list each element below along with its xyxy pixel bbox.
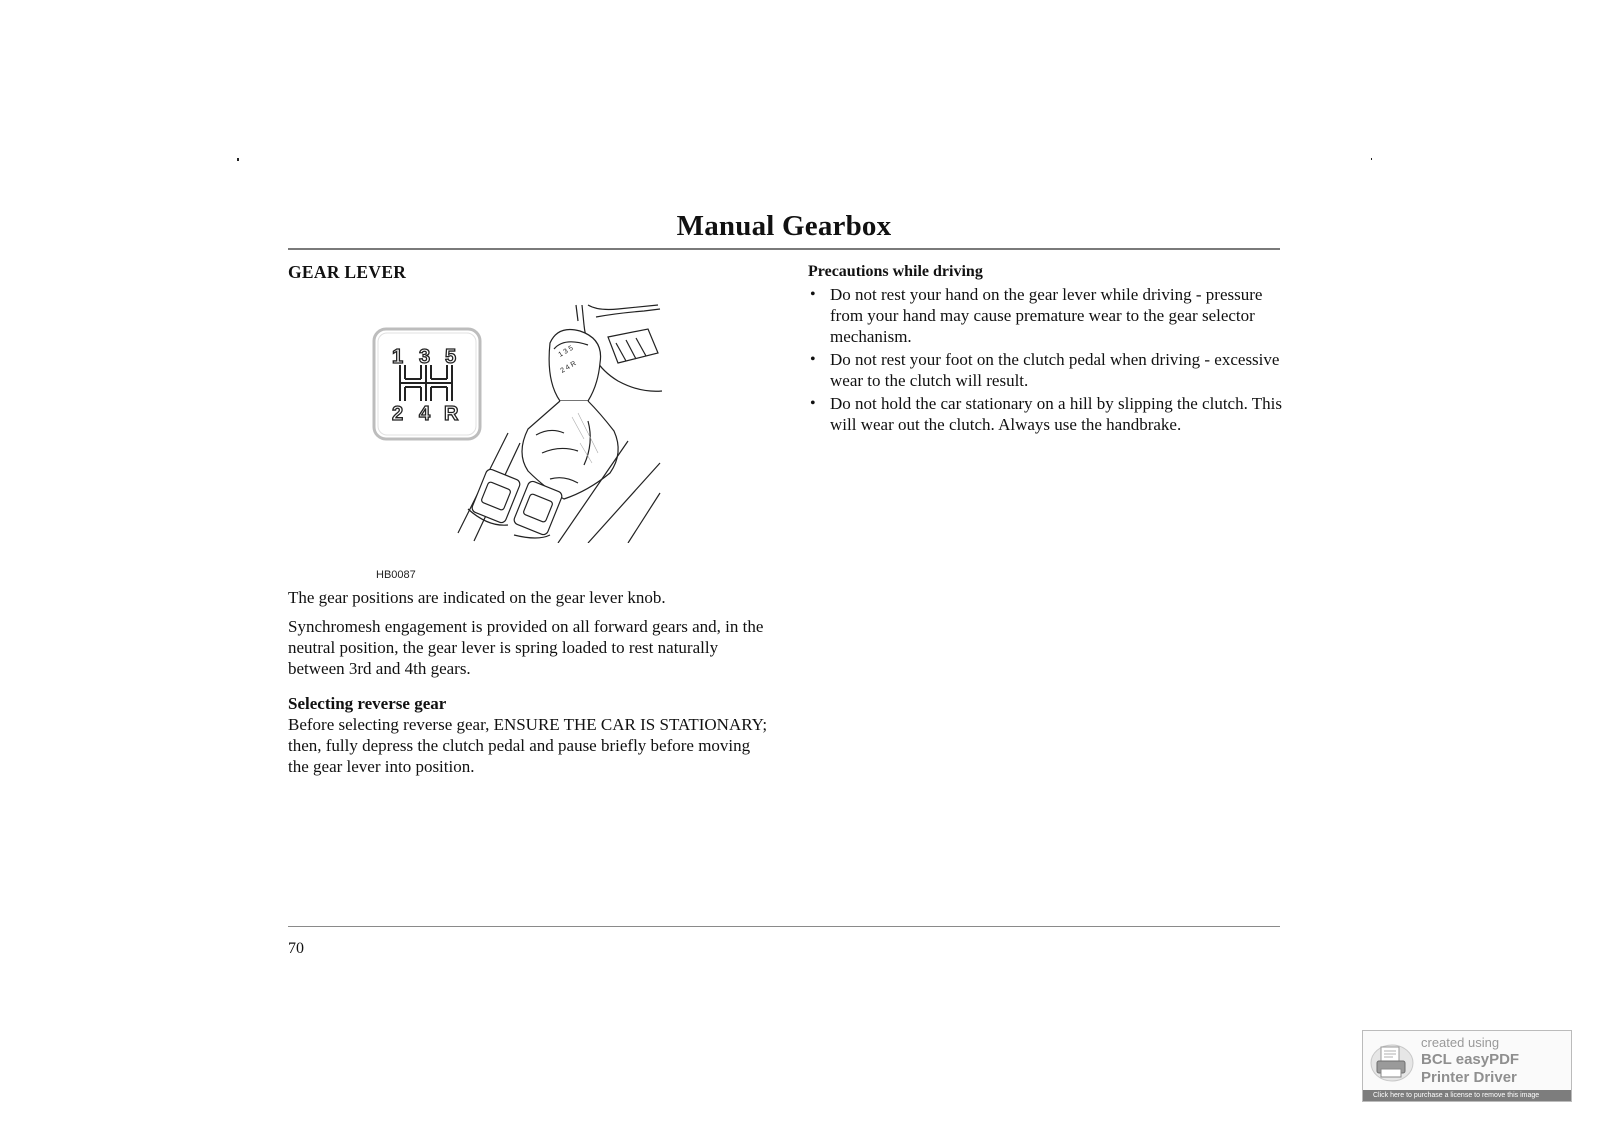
paragraph-synchromesh: Synchromesh engagement is provided on all forward gears and, in the neutral position, the gear lever is spring loaded to rest naturally between 3rd and 4th gears. (288, 617, 764, 678)
watermark-line-2: BCL easyPDF (1421, 1051, 1520, 1068)
gear-lever-heading: GEAR LEVER (288, 262, 407, 282)
precautions-list (808, 284, 1286, 435)
gate-label-1: 1 (392, 346, 404, 368)
gate-label-2: 2 (392, 403, 404, 425)
right-column (808, 262, 1286, 437)
watermark-line-3: Printer Driver (1421, 1069, 1517, 1086)
list-item: • Do not rest your hand on the gear lever while driving - pressure from your hand may cause premature wear to the gear selector mechanism. (808, 284, 1286, 347)
crop-mark-right (1371, 158, 1372, 160)
paragraph-gear-positions: The gear positions are indicated on the gear lever knob. (288, 588, 666, 607)
gate-label-4: 4 (419, 403, 431, 425)
gear-lever-illustration (288, 303, 768, 543)
reverse-gear-heading: Selecting reverse gear (288, 694, 447, 713)
gear-lever-drawing (458, 305, 662, 543)
left-column (288, 262, 768, 785)
precautions-heading: Precautions while driving (808, 263, 983, 280)
gate-label-5: 5 (445, 346, 457, 368)
svg-text:1 3 5: 1 3 5 (557, 344, 575, 359)
list-item: • Do not hold the car stationary on a hill by slipping the clutch. This will wear out the clutch. Always use the handbrake. (808, 393, 1286, 435)
svg-text:2 4 R: 2 4 R (559, 360, 578, 375)
printer-icon (1369, 1039, 1415, 1083)
page-title: Manual Gearbox (676, 210, 892, 242)
gear-lever-figure (288, 303, 768, 581)
shift-gate-icon (400, 365, 452, 401)
watermark-line-1: created using (1421, 1035, 1500, 1050)
header-rule (288, 248, 1280, 250)
paragraph-reverse-gear: Before selecting reverse gear, ENSURE THE CAR IS STATIONARY; then, fully depress the clutch pedal and pause briefly before moving the gear lever into position. (288, 715, 768, 776)
page-number: 70 (288, 940, 304, 957)
footer-rule (288, 926, 1280, 927)
gate-label-r: R (444, 403, 459, 425)
watermark-license-link[interactable]: Click here to purchase a license to remove this image (1363, 1090, 1571, 1101)
gate-label-3: 3 (419, 346, 431, 368)
crop-mark-left (237, 158, 239, 161)
easypdf-watermark[interactable] (1362, 1030, 1572, 1102)
list-item: • Do not rest your foot on the clutch pedal when driving - excessive wear to the clutch will result. (808, 349, 1286, 391)
figure-code: HB0087 (376, 569, 416, 581)
